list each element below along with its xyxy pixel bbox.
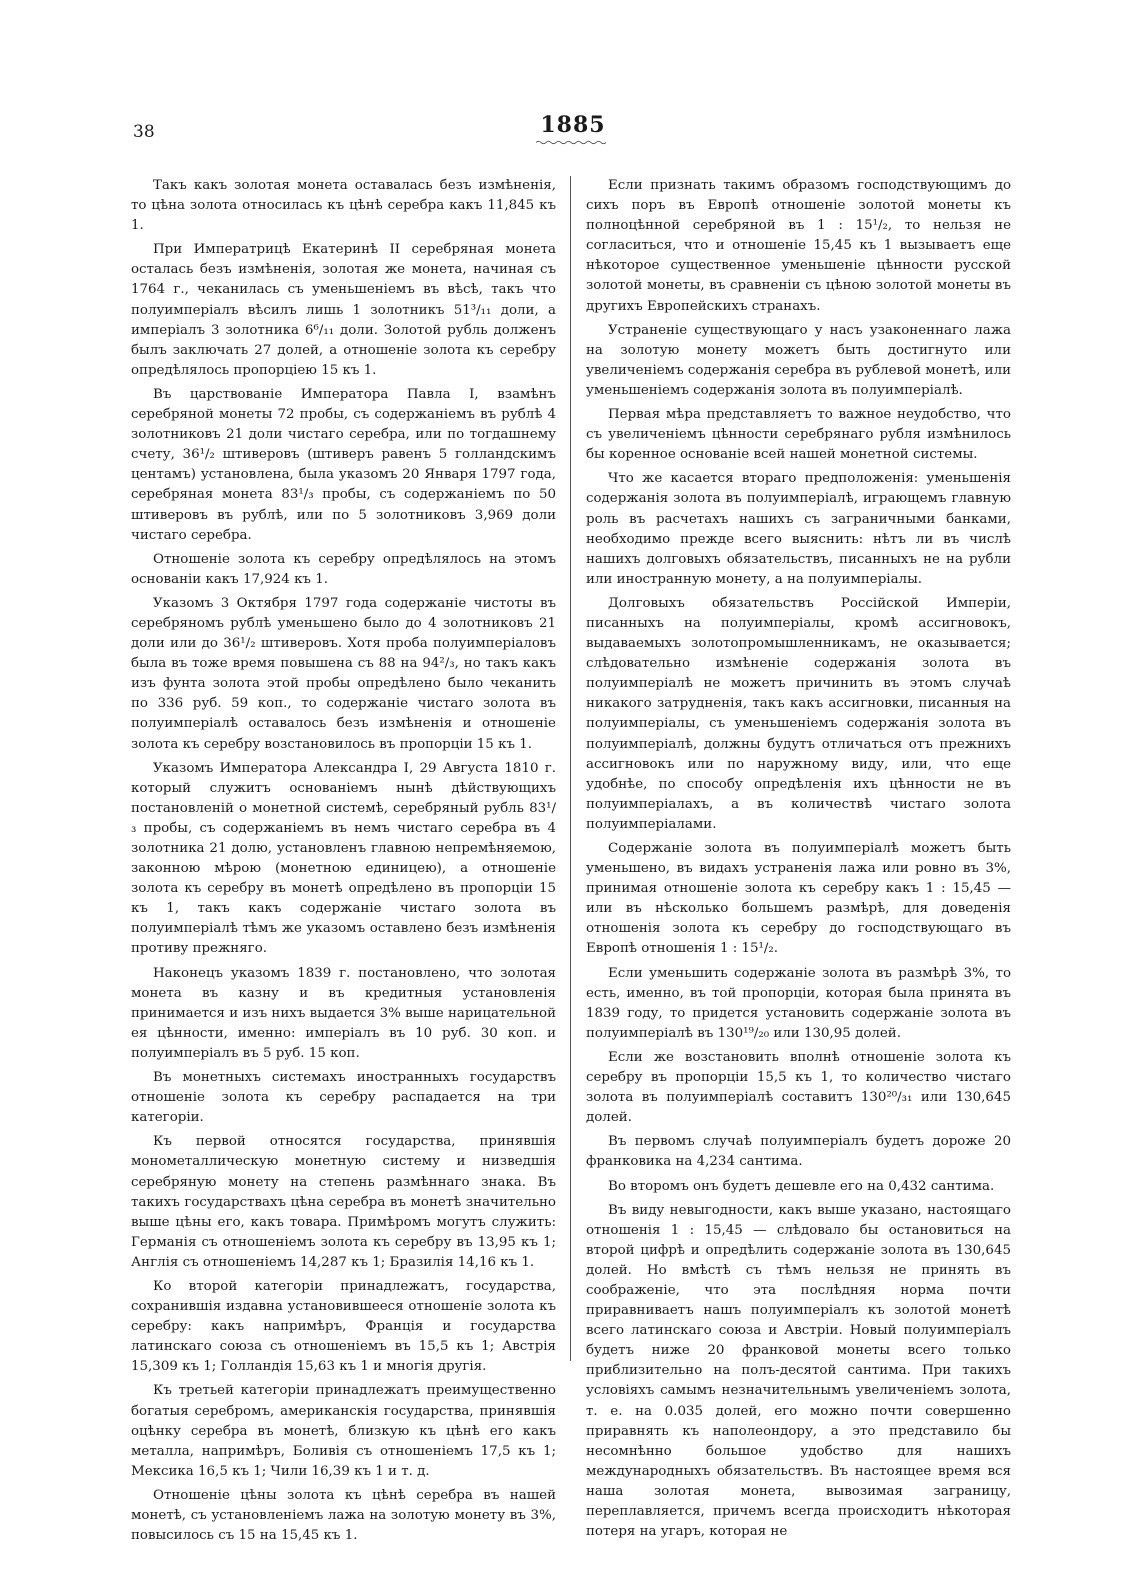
paragraph: Отношеніе цѣны золота къ цѣнѣ серебра въ нашей монетѣ, съ установленіемъ лажа на золотую монету въ 3%, повысилось съ 15 на 15,45 къ 1. (131, 1487, 556, 1544)
paragraph: Если признать такимъ образомъ господствующимъ до сихъ поръ въ Европѣ отношеніе золотой монеты къ полноцѣнной серебряной въ 1 : 15¹/₂, то нельзя не согласиться, что и отношеніе 15,45 къ 1 вызываетъ еще нѣкоторое существенное уменьшеніе цѣнности русской золотой монеты, въ сравненіи съ цѣною золотой монеты въ другихъ Европейскихъ странахъ. (586, 178, 1011, 314)
paragraph: Ко второй категоріи принадлежатъ, государства, сохранившія издавна установившееся отношеніе золота къ серебру: какъ напримѣръ, Франція и государства латинскаго союза съ отношеніемъ въ 15,5 къ 1; Австрія 15,309 къ 1; Голландія 15,63 къ 1 и многія другія. (131, 1278, 556, 1375)
right-column (586, 176, 1011, 1546)
paragraph: Во второмъ онъ будетъ дешевле его на 0,432 сантима. (608, 1178, 995, 1194)
paragraph: Въ первомъ случаѣ полуимперіалъ будетъ дороже 20 франковика на 4,234 сантима. (586, 1134, 1011, 1170)
page-year-heading: 1885 (540, 112, 606, 138)
paragraph: Къ третьей категоріи принадлежатъ преимущественно богатыя серебромъ, американскія государства, принявшія оцѣнку серебра въ монетѣ, близкую къ цѣнѣ его какъ металла, напримѣръ, Боливія съ отношеніемъ 17,5 къ 1; Мексика 16,5 къ 1; Чили 16,39 къ 1 и т. д. (131, 1383, 556, 1479)
paragraph: Въ монетныхъ системахъ иностранныхъ государствъ отношеніе золота къ серебру распадается на три категоріи. (131, 1070, 556, 1126)
paragraph: Содержаніе золота въ полуимперіалѣ можетъ быть уменьшено, въ видахъ устраненія лажа или ровно въ 3%, принимая отношеніе золота къ серебру какъ 1 : 15,45 — или въ нѣсколько большемъ размѣрѣ, для доведенія отношенія золота къ серебру до господствующаго въ Европѣ отношенія 1 : 15¹/₂. (586, 841, 1011, 957)
page-number: 38 (133, 122, 155, 142)
paragraph: Если уменьшить содержаніе золота въ размѣрѣ 3%, то есть, именно, въ той пропорціи, которая была принята въ 1839 году, то придется установить содержаніе золота въ полуимперіалѣ въ 130¹⁹/₂₀ или 130,95 долей. (586, 965, 1011, 1041)
year-ornament-rule (536, 140, 606, 145)
paragraph: Что же касается втораго предположенія: уменьшенія содержанія золота въ полуимперіалѣ, играющемъ главную роль въ расчетахъ нашихъ съ заграничными банками, необходимо прежде всего выяснить: нѣтъ ли въ числѣ нашихъ долговыхъ обязательствъ, писанныхъ не на рубли или иностранную монету, а на полуимперіалы. (586, 471, 1011, 587)
paragraph: При Императрицѣ Екатеринѣ II серебряная монета осталась безъ измѣненія, золотая же монета, начиная съ 1764 г., чеканилась съ уменьшеніемъ въ вѣсѣ, такъ что полуимперіалъ вѣсилъ лишь 1 золотникъ 51³/₁₁ доли, а имперіалъ 3 золотника 6⁶/₁₁ доли. Золотой рубль долженъ былъ заключать 27 долей, а отношеніе золота къ серебру опредѣлялось пропорціею 15 къ 1. (131, 242, 556, 378)
column-divider (570, 176, 571, 1361)
paragraph: Первая мѣра представляетъ то важное неудобство, что съ увеличеніемъ цѣнности серебрянаго рубля измѣнилось бы коренное основаніе всей нашей монетной системы. (586, 407, 1011, 463)
paragraph: Указомъ 3 Октября 1797 года содержаніе чистоты въ серебряномъ рублѣ уменьшено было до 4 золотниковъ 21 доли или до 36¹/₂ штиверовъ. Хотя проба полуимперіаловъ была въ тоже время повышена съ 88 на 94²/₃, но такъ какъ изъ фунта золота этой пробы опредѣлено было чеканить по 336 руб. 59 коп., то содержаніе чистаго золота въ полуимперіалѣ оставалось безъ измѣненія и отношеніе золота къ серебру возстановилось въ пропорціи 15 къ 1. (131, 595, 556, 752)
paragraph: Устраненіе существующаго у насъ узаконеннаго лажа на золотую монету можетъ быть достигнуто или увеличеніемъ содержанія серебра въ рублевой монетѣ, или уменьшеніемъ содержанія золота въ полуимперіалѣ. (586, 322, 1011, 398)
paragraph: Отношеніе золота къ серебру опредѣлялось на этомъ основаніи какъ 17,924 къ 1. (131, 551, 556, 587)
paragraph: Указомъ Императора Александра I, 29 Августа 1810 г. который служитъ основаніемъ нынѣ дѣйствующихъ постановленій о монетной системѣ, серебряный рубль 83¹/₃ пробы, съ содержаніемъ въ немъ чистаго серебра въ 4 золотника 21 долю, установленъ главною непремѣняемою, законною мѣрою (монетною единицею), а отношеніе золота къ серебру въ монетѣ опредѣлено въ пропорціи 15 къ 1, такъ какъ содержаніе чистаго золота въ полуимперіалѣ тѣмъ же указомъ оставлено безъ измѣненія противу прежняго. (131, 760, 556, 957)
paragraph: Если же возстановить вполнѣ отношеніе золота къ серебру въ пропорціи 15,5 къ 1, то количество чистаго золота въ полуимперіалѣ составитъ 130²⁰/₃₁ или 130,645 долей. (586, 1049, 1011, 1126)
paragraph: Въ виду невыгодности, какъ выше указано, настоящаго отношенія 1 : 15,45 — слѣдовало бы остановиться на второй цифрѣ и опредѣлить содержаніе золота въ 130,645 долей. Но вмѣстѣ съ тѣмъ нельзя не принять въ соображеніе, что эта послѣдняя норма почти приравниваетъ нашъ полуимперіалъ къ золотой монетѣ всего латинскаго союза и Австріи. Новый полуимперіалъ будетъ ниже 20 франковой монеты всего только приблизительно на полъ-десятой сантима. При такихъ условіяхъ самымъ незначительнымъ увеличеніемъ золота, т. е. на 0.035 долей, его можно почти совершенно приравнять къ наполеондору, а это представило бы несомнѣнно большое удобство для нашихъ международныхъ обязательствъ. Въ настоящее время вся наша золотая монета, вывозимая заграницу, переплавляется, причемъ всегда происходитъ нѣкоторая потеря на угаръ, которая не (586, 1202, 1011, 1540)
paragraph: Такъ какъ золотая монета оставалась безъ измѣненія, то цѣна золота относилась къ цѣнѣ серебра какъ 11,845 къ 1. (131, 178, 556, 234)
left-column (131, 176, 556, 1550)
paragraph: Долговыхъ обязательствъ Россійской Имперіи, писанныхъ на полуимперіалы, кромѣ ассигновокъ, выдаваемыхъ золотопромышленникамъ, не оказывается; слѣдовательно измѣненіе содержанія золота въ полуимперіалѣ не можетъ причинить въ этомъ случаѣ никакого затрудненія, такъ какъ ассигновки, писанныя на полуимперіалы, съ уменьшеніемъ содержанія золота въ полуимперіалѣ, должны будутъ отличаться отъ прежнихъ ассигновокъ или по наружному виду, или, что еще удобнѣе, по способу опредѣленія ихъ цѣнности не въ полуимперіалахъ, а въ количествѣ чистаго золота полуимперіалами. (586, 595, 1011, 832)
paragraph: Въ царствованіе Императора Павла I, взамѣнъ серебряной монеты 72 пробы, съ содержаніемъ въ рублѣ 4 золотниковъ 21 доли чистаго серебра, или по тогдашнему счету, 36¹/₂ штиверовъ (штиверъ равенъ 5 голландскимъ центамъ) установлена, была указомъ 20 Января 1797 года, серебряная монета 83¹/₃ пробы, съ содержаніемъ по 50 штиверовъ въ рублѣ, или по 5 золотниковъ 3,969 доли чистаго серебра. (131, 386, 556, 543)
paragraph: Къ первой относятся государства, принявшія монометаллическую монетную систему и низведшія серебряную монету на степень размѣннаго знака. Въ такихъ государствахъ цѣна серебра въ монетѣ значительно выше цѣны его, какъ товара. Примѣромъ могутъ служить: Германія съ отношеніемъ золота къ серебру въ 13,95 къ 1; Англія съ отношеніемъ 14,287 къ 1; Бразилія 14,16 къ 1. (131, 1134, 556, 1270)
paragraph: Наконецъ указомъ 1839 г. постановлено, что золотая монета въ казну и въ кредитныя установленія принимается и изъ нихъ выдается 3% выше нарицательной ея цѣнности, именно: имперіалъ въ 10 руб. 30 коп. и полуимперіалъ въ 5 руб. 15 коп. (131, 965, 556, 1061)
